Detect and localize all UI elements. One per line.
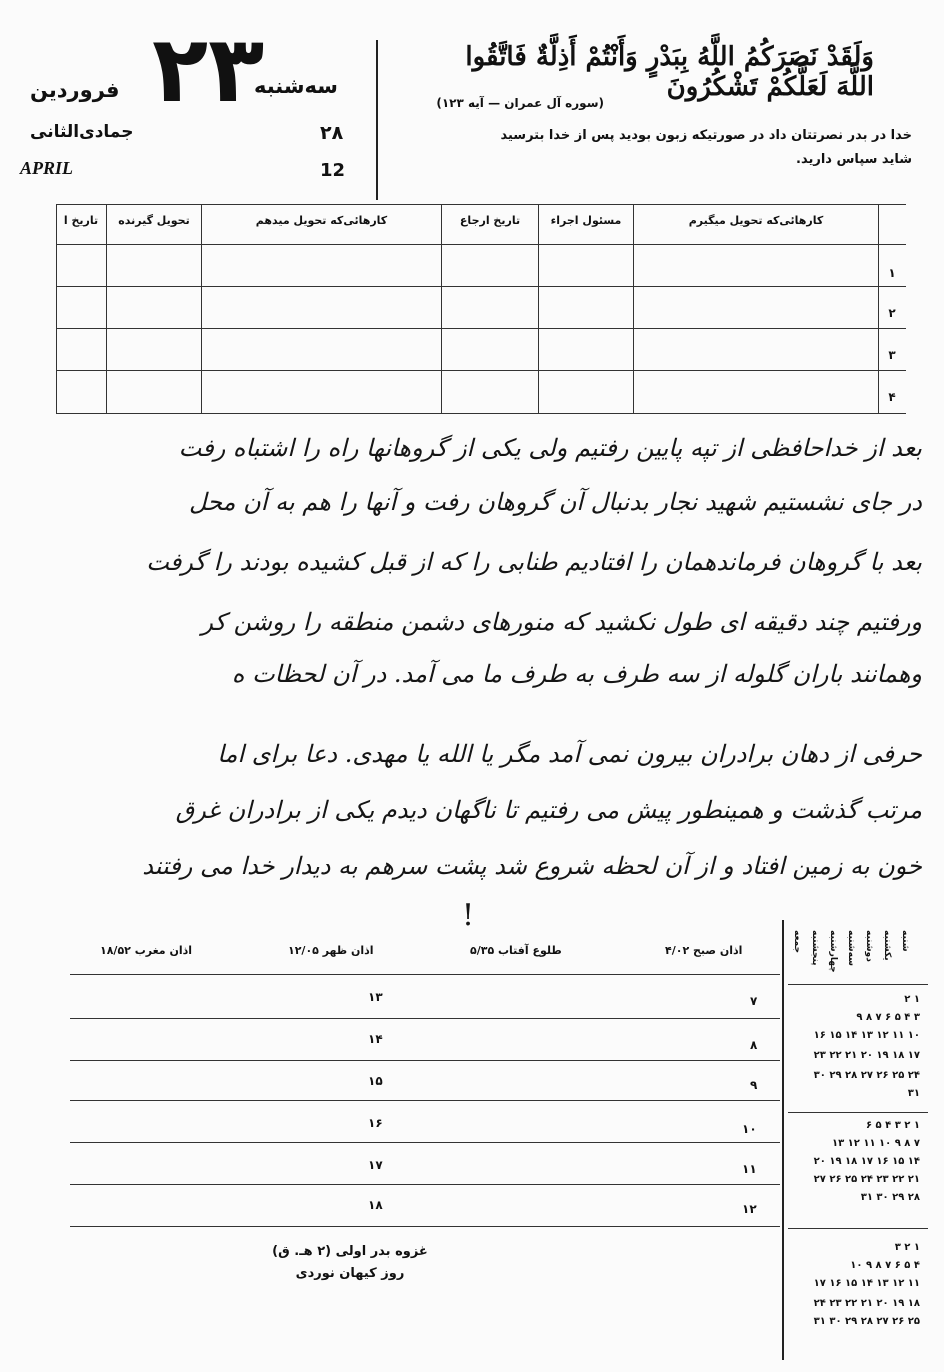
day-title: روز کیهان نوردی [295, 1266, 405, 1281]
calendar-week: ۶ ۵ ۴ ۳ ۲ ۱ [865, 1120, 920, 1131]
hour-label: ۱۷ [368, 1158, 383, 1172]
hour-rule [70, 1018, 780, 1019]
col-header-date: تاریخ ا [63, 214, 99, 227]
calendar-week: ۱۷ ۱۶ ۱۵ ۱۴ ۱۳ ۱۲ ۱۱ [813, 1278, 920, 1289]
calendar-week: ۲۳ ۲۲ ۲۱ ۲۰ ۱۹ ۱۸ ۱۷ [813, 1050, 920, 1061]
hour-label: ۱۲ [742, 1202, 757, 1216]
hour-rule [70, 1226, 780, 1227]
calendar-week: ۲۷ ۲۶ ۲۵ ۲۴ ۲۳ ۲۲ ۲۱ [813, 1174, 920, 1185]
calendar-week: ۳۰ ۲۹ ۲۸ ۲۷ ۲۶ ۲۵ ۲۴ [813, 1070, 920, 1081]
table-col-rule [56, 204, 57, 414]
calendar-week: ۳۱ [907, 1088, 920, 1099]
quran-verse: وَلَقَدْ نَصَرَكُمُ اللَّهُ بِبَدْرٍ وَأَنْتُمْ أَذِلَّةٌ فَاتَّقُوا اللَّهَ لَعَلَّكُمْ تَشْكُرُونَ [465, 42, 874, 102]
tasks-table [56, 204, 906, 414]
maghrib-time: اذان مغرب ۱۸/۵۲ [100, 944, 193, 957]
calendar-rule [788, 1228, 928, 1229]
fajr-time: اذان صبح ۴/۰۲ [665, 944, 743, 957]
hour-rule [70, 1184, 780, 1185]
dhuhr-time: اذان ظهر ۱۲/۰۵ [288, 944, 374, 957]
table-col-rule [201, 204, 202, 414]
row-number: ۱ [888, 266, 896, 280]
col-header-receiver: تحویل گیرنده [118, 214, 190, 227]
hour-rule [70, 1142, 780, 1143]
calendar-week: ۲۴ ۲۳ ۲۲ ۲۱ ۲۰ ۱۹ ۱۸ [813, 1298, 920, 1309]
table-col-rule [106, 204, 107, 414]
hour-label: ۱۱ [742, 1162, 757, 1176]
col-header-executor: مسئول اجراء [550, 214, 622, 227]
row-number: ۳ [888, 348, 896, 362]
handwritten-exclamation: ! [461, 898, 474, 933]
calendar-week: ۲ ۱ [904, 994, 920, 1005]
hour-rule [70, 1100, 780, 1101]
handwritten-line: در جای نشستیم شهید نجار بدنبال آن گروهان رفت و آنها را هم به آن محل [189, 488, 922, 516]
handwritten-line: مرتب گذشت و همینطور پیش می رفتیم تا ناگهان دیدم یکی از برادران غرق [175, 796, 922, 824]
col-header-referral-date: تاریخ ارجاع [459, 214, 521, 227]
sunrise-time: طلوع آفتاب ۵/۳۵ [470, 944, 562, 957]
col-header-delivered-tasks: کارهائی‌که تحویل میدهم [255, 214, 388, 227]
month-name: فروردین [30, 78, 120, 102]
calendar-rule [788, 1112, 928, 1113]
calendar-rule [788, 984, 928, 985]
table-border [56, 413, 906, 414]
day-number: ۲۳ [152, 16, 265, 123]
hour-label: ۱۴ [368, 1032, 383, 1046]
hour-rule [70, 974, 780, 975]
hour-label: ۱۰ [742, 1122, 757, 1136]
calendar-week: ۹ ۸ ۷ ۶ ۵ ۴ ۳ [856, 1012, 920, 1023]
handwritten-line: بعد با گروهان فرماندهمان را افتادیم طنابی را که از قبل کشیده بودند را گرفت [146, 548, 922, 576]
hour-label: ۹ [750, 1078, 758, 1092]
table-border [56, 204, 906, 205]
calendar-week: ۳۱ ۳۰ ۲۹ ۲۸ ۲۷ ۲۶ ۲۵ [813, 1316, 920, 1327]
calendar-divider [782, 920, 784, 1360]
table-col-rule [633, 204, 634, 414]
calendar-week: ۱۶ ۱۵ ۱۴ ۱۳ ۱۲ ۱۱ ۱۰ [813, 1030, 920, 1041]
calendar-week: ۳ ۲ ۱ [894, 1242, 920, 1253]
hijri-month: جمادی‌الثانی [30, 122, 134, 142]
weekday-label: چهارشنبه [828, 930, 838, 973]
weekday-label: دوشنبه [864, 930, 874, 962]
handwritten-line: حرفی از دهان برادران بیرون نمی آمد مگر یا الله یا مهدی. دعا برای اما [217, 740, 922, 768]
hour-label: ۱۵ [368, 1074, 383, 1088]
weekday-label: شنبه [900, 930, 910, 952]
translation-line: شاید سپاس دارید. [796, 152, 912, 167]
hour-label: ۱۳ [368, 990, 383, 1004]
handwritten-line: بعد از خداحافظی از تپه پایین رفتیم ولی یکی از گروهانها راه را اشتباه رفت [178, 434, 922, 462]
handwritten-line: خون به زمین افتاد و از آن لحظه شروع شد پشت سرهم به دیدار خدا می رفتند [142, 852, 922, 880]
hijri-day: ۲۸ [320, 122, 344, 144]
row-number: ۴ [888, 390, 896, 404]
handwritten-line: ورفتیم چند دقیقه ای طول نکشید که منورهای دشمن منطقه را روشن کر [201, 608, 922, 636]
table-col-rule [441, 204, 442, 414]
hour-rule [70, 1060, 780, 1061]
header-divider [376, 40, 378, 200]
hour-label: ۸ [750, 1038, 758, 1052]
gregorian-day: 12 [320, 160, 346, 181]
col-header-received-tasks: کارهائی‌که تحویل میگیرم [688, 214, 824, 227]
verse-reference: (سوره آل عمران — آیه ۱۲۳) [436, 96, 604, 110]
calendar-week: ۱۳ ۱۲ ۱۱ ۱۰ ۹ ۸ ۷ [831, 1138, 920, 1149]
table-rule [56, 244, 906, 245]
table-rule [56, 328, 906, 329]
gregorian-month: APRIL [20, 158, 74, 178]
calendar-week: ۱۰ ۹ ۸ ۷ ۶ ۵ ۴ [850, 1260, 920, 1271]
weekday: سه‌شنبه [254, 74, 338, 98]
hour-label: ۷ [750, 994, 758, 1008]
weekday-label: سه‌شنبه [846, 930, 856, 966]
calendar-week: ۲۰ ۱۹ ۱۸ ۱۷ ۱۶ ۱۵ ۱۴ [813, 1156, 920, 1167]
hour-label: ۱۸ [368, 1198, 383, 1212]
weekday-label: جمعه [792, 930, 802, 954]
hour-label: ۱۶ [368, 1116, 383, 1130]
calendar-week: ۳۱ ۳۰ ۲۹ ۲۸ [860, 1192, 920, 1203]
weekday-label: پنجشنبه [810, 930, 820, 966]
event-note: غزوه بدر اولی (۲ هـ. ق) [272, 1244, 428, 1259]
table-rule [56, 286, 906, 287]
table-rule [56, 370, 906, 371]
translation-line: خدا در بدر نصرتتان داد در صورتیکه زبون بودید پس از خدا بترسید [500, 128, 912, 143]
verse-translation [392, 124, 912, 172]
weekday-label: یکشنبه [882, 930, 892, 961]
handwritten-line: وهمانند باران گلوله از سه طرف به طرف ما می آمد. در آن لحظات ه [231, 660, 922, 688]
table-col-rule [538, 204, 539, 414]
row-number: ۲ [888, 306, 896, 320]
